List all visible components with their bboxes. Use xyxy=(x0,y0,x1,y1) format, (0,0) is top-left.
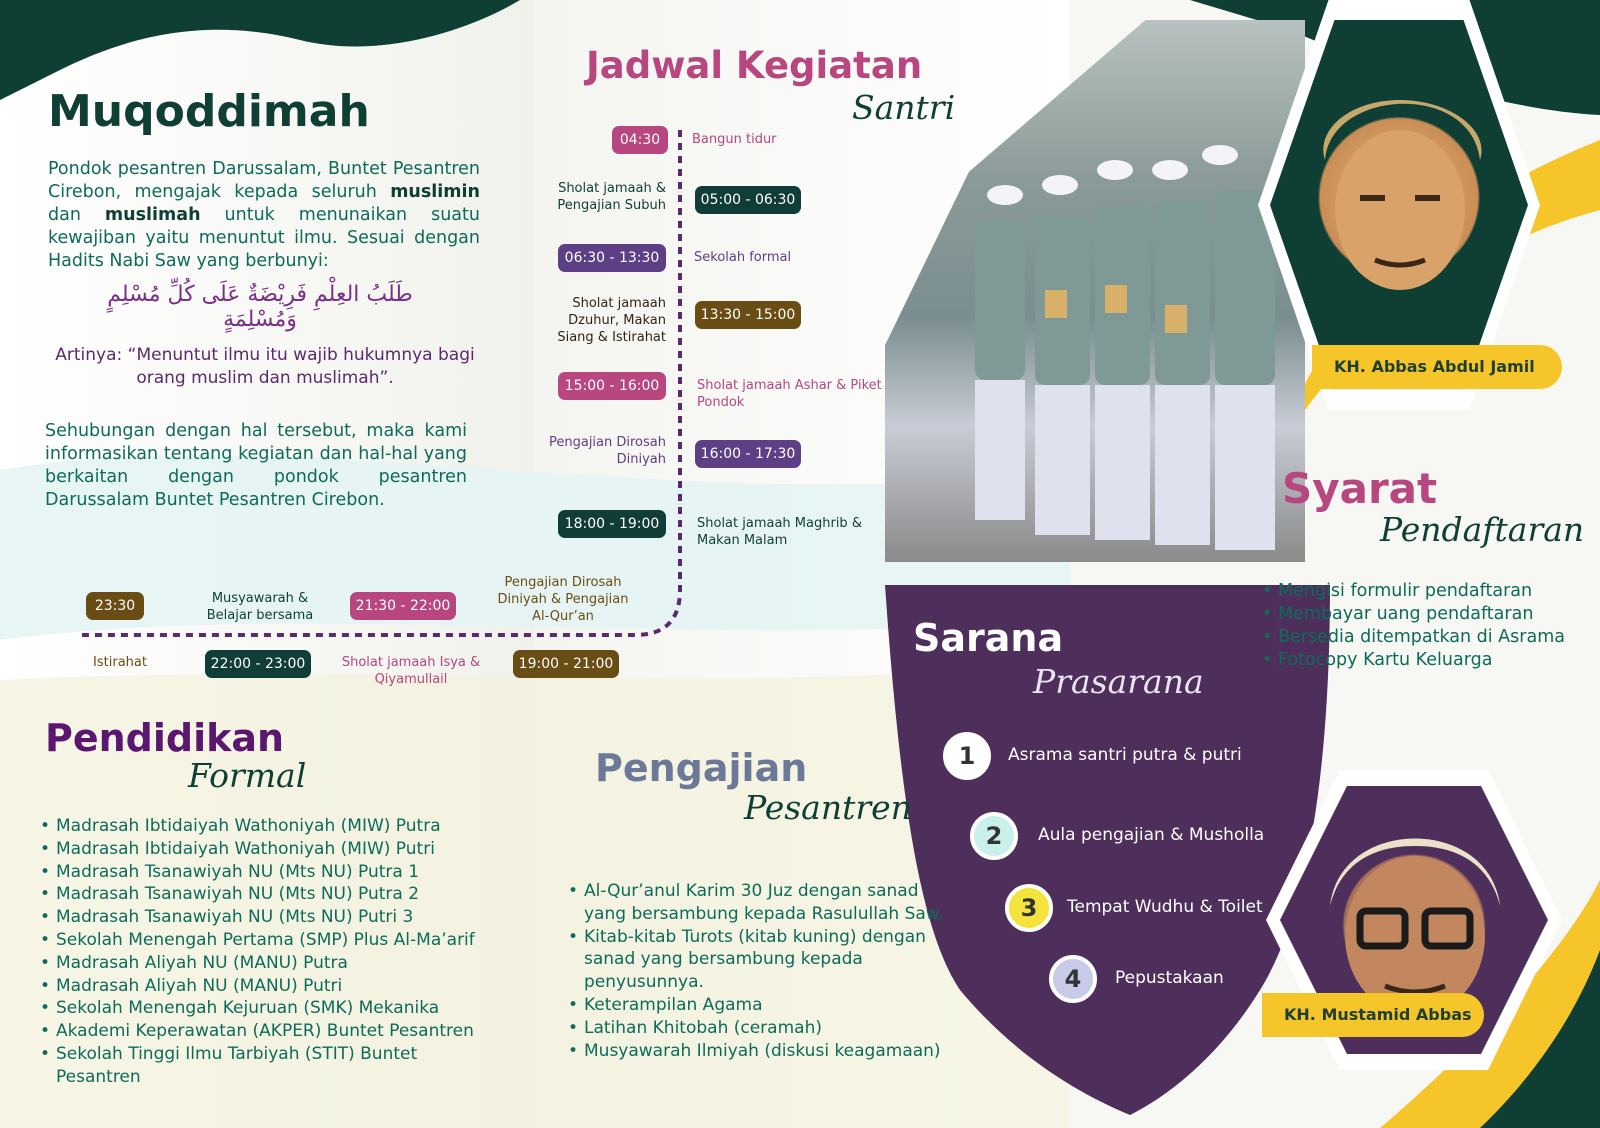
muqoddimah-text-a: Pondok pesantren Darussalam, Buntet Pesantren Cirebon, mengajak kepada seluruh xyxy=(48,159,480,202)
pendidikan-list xyxy=(40,815,490,1089)
schedule-time-pill: 22:00 - 23:00 xyxy=(205,650,311,678)
list-item: • Mengisi formulir pendaftaran xyxy=(1262,580,1582,603)
list-item: • Sekolah Tinggi Ilmu Tarbiyah (STIT) Buntet Pesantren xyxy=(40,1043,490,1089)
list-item: • Kitab-kitab Turots (kitab kuning) dengan sanad yang bersambung kepada penyusunnya. xyxy=(568,926,948,994)
portrait-bottom-name: KH. Mustamid Abbas xyxy=(1262,993,1484,1037)
syarat-title: Syarat xyxy=(1282,464,1438,513)
muqoddimah-paragraph-2: Sehubungan dengan hal tersebut, maka kami informasikan tentang kegiatan dan hal-hal yang berkaitan dengan pondok pesantren Darussalam Buntet Pesantren Cirebon. xyxy=(45,421,467,510)
list-item: • Bersedia ditempatkan di Asrama xyxy=(1262,626,1582,649)
pengajian-list xyxy=(568,880,948,1062)
schedule-activity: Pengajian Dirosah Diniyah xyxy=(548,435,666,467)
list-item: • Madrasah Tsanawiyah NU (Mts NU) Putra 2 xyxy=(40,883,490,906)
pengajian-title: Pengajian xyxy=(595,746,808,790)
schedule-activity: Sholat jamaah Isya & Qiyamullail xyxy=(341,655,481,687)
sarana-subtitle: Prasarana xyxy=(1033,662,1204,701)
list-item: • Madrasah Ibtidaiyah Wathoniyah (MIW) Putri xyxy=(40,838,490,861)
schedule-time-pill: 23:30 xyxy=(86,592,144,620)
list-item: • Madrasah Aliyah NU (MANU) Putri xyxy=(40,975,490,998)
list-item: • Musyawarah Ilmiyah (diskusi keagamaan) xyxy=(568,1040,948,1063)
jadwal-subtitle: Santri xyxy=(852,88,956,127)
list-item: • Madrasah Aliyah NU (MANU) Putra xyxy=(40,952,490,975)
schedule-time-pill: 06:30 - 13:30 xyxy=(558,244,666,272)
muqoddimah-text-c: untuk menunaikan suatu kewajiban yaitu menuntut ilmu. Sesuai dengan Hadits Nabi Saw yang berbunyi: xyxy=(48,205,480,271)
schedule-time-pill: 05:00 - 06:30 xyxy=(695,186,801,214)
sarana-item-label: Asrama santri putra & putri xyxy=(1008,745,1242,765)
sarana-item-label: Pepustakaan xyxy=(1115,968,1224,988)
list-item: • Al-Qur’anul Karim 30 Juz dengan sanad yang bersambung kepada Rasulullah Saw. xyxy=(568,880,948,926)
sarana-number-badge: 3 xyxy=(1005,884,1053,932)
list-item: • Keterampilan Agama xyxy=(568,994,948,1017)
portrait-top-name: KH. Abbas Abdul Jamil xyxy=(1312,345,1562,389)
list-item: • Sekolah Menengah Kejuruan (SMK) Mekanika xyxy=(40,997,490,1020)
list-item: • Madrasah Tsanawiyah NU (Mts NU) Putri 3 xyxy=(40,906,490,929)
muqoddimah-title: Muqoddimah xyxy=(48,86,370,137)
sarana-number-badge: 4 xyxy=(1049,955,1097,1003)
schedule-time-pill: 15:00 - 16:00 xyxy=(558,372,666,400)
schedule-activity: Sholat jamaah & Pengajian Subuh xyxy=(557,181,666,213)
schedule-activity: Istirahat xyxy=(93,655,147,670)
schedule-time-pill: 04:30 xyxy=(612,126,668,154)
schedule-activity: Musyawarah & Belajar bersama xyxy=(206,591,314,623)
schedule-activity: Sholat jamaah Dzuhur, Makan Siang & Istirahat xyxy=(557,296,666,345)
pendidikan-subtitle: Formal xyxy=(188,756,307,795)
sarana-item-label: Tempat Wudhu & Toilet xyxy=(1067,897,1263,917)
muqoddimah-text-b: dan xyxy=(48,205,105,225)
schedule-time-pill: 18:00 - 19:00 xyxy=(558,510,666,538)
muqoddimah-bold-muslimah: muslimah xyxy=(104,205,201,225)
schedule-time-pill: 16:00 - 17:30 xyxy=(695,440,801,468)
list-item: • Sekolah Menengah Pertama (SMP) Plus Al-Ma’arif xyxy=(40,929,490,952)
list-item: • Latihan Khitobah (ceramah) xyxy=(568,1017,948,1040)
schedule-activity: Sholat jamaah Maghrib & Makan Malam xyxy=(697,516,862,548)
jadwal-title: Jadwal Kegiatan xyxy=(586,44,923,87)
schedule-activity: Sekolah formal xyxy=(694,250,792,265)
schedule-activity: Sholat jamaah Ashar & Piket Pondok xyxy=(697,378,882,410)
schedule-time-pill: 13:30 - 15:00 xyxy=(695,301,801,329)
sarana-title: Sarana xyxy=(913,616,1064,660)
pendidikan-title: Pendidikan xyxy=(45,716,285,760)
list-item: • Madrasah Tsanawiyah NU (Mts NU) Putra 1 xyxy=(40,861,490,884)
schedule-time-pill: 19:00 - 21:00 xyxy=(513,650,619,678)
hadith-translation: Artinya: “Menuntut ilmu itu wajib hukumnya bagi orang muslim dan muslimah”. xyxy=(55,345,475,388)
list-item: • Membayar uang pendaftaran xyxy=(1262,603,1582,626)
sarana-item-label: Aula pengajian & Musholla xyxy=(1038,825,1265,845)
muqoddimah-bold-muslimin: muslimin xyxy=(390,182,480,202)
pengajian-subtitle: Pesantren xyxy=(744,788,912,827)
schedule-time-pill: 21:30 - 22:00 xyxy=(350,592,456,620)
sarana-number-badge: 1 xyxy=(943,732,991,780)
schedule-activity: Pengajian Dirosah Diniyah & Pengajian Al-Qur’an xyxy=(497,575,629,624)
hadith-arabic: طَلَبُ العِلْمِ فَرِيْضَةٌ عَلَى كُلِّ مُسْلِمٍ وَمُسْلِمَةٍ xyxy=(107,282,413,332)
syarat-subtitle: Pendaftaran xyxy=(1380,510,1585,549)
syarat-list xyxy=(1262,580,1582,672)
list-item: • Madrasah Ibtidaiyah Wathoniyah (MIW) Putra xyxy=(40,815,490,838)
list-item: • Fotocopy Kartu Keluarga xyxy=(1262,649,1582,672)
list-item: • Akademi Keperawatan (AKPER) Buntet Pesantren xyxy=(40,1020,490,1043)
sarana-number-badge: 2 xyxy=(970,812,1018,860)
schedule-activity: Bangun tidur xyxy=(692,132,777,147)
